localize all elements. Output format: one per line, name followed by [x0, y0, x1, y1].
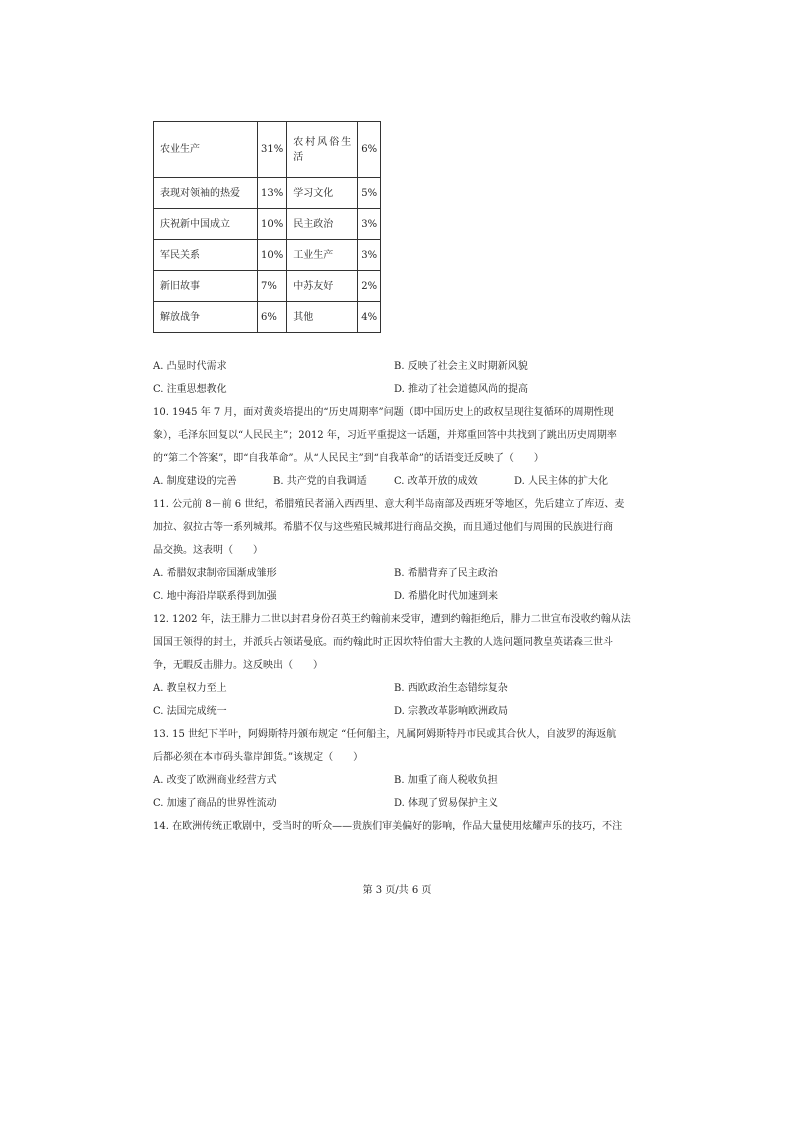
- table-cell: 表现对领袖的热爱: [154, 178, 258, 209]
- q12-text-line: 12. 1202 年，法王腓力二世以封君身份召英王约翰前来受审，遭到约翰拒绝后，腓力二世宣布没收约翰从法: [153, 614, 631, 625]
- q10-option-b: B. 共产党的自我调适: [273, 476, 367, 487]
- table-cell: 农业生产: [154, 122, 258, 178]
- q12-option-b: B. 西欧政治生态错综复杂: [394, 683, 508, 694]
- table-cell: 6%: [258, 302, 287, 333]
- q9-option-c: C. 注重思想教化: [153, 384, 227, 395]
- table-cell: 3%: [358, 240, 381, 271]
- q9-option-d: D. 推动了社会道德风尚的提高: [394, 384, 529, 395]
- table-row: [154, 122, 381, 178]
- table-cell: 军民关系: [154, 240, 258, 271]
- q10-option-a: A. 制度建设的完善: [153, 476, 237, 487]
- table-cell: 4%: [358, 302, 381, 333]
- table-cell: 工业生产: [287, 240, 358, 271]
- q13-option-a: A. 改变了欧洲商业经营方式: [153, 775, 277, 786]
- table-cell: 学习文化: [287, 178, 358, 209]
- q12-option-c: C. 法国完成统一: [153, 706, 227, 717]
- q11-text-line: 品交换。这表明（ ）: [153, 545, 263, 556]
- q11-text-line: 加拉、叙拉古等一系列城邦。希腊不仅与这些殖民城邦进行商品交换，而且通过他们与周围的民族进行商: [153, 522, 613, 533]
- q11-option-c: C. 地中海沿岸联系得到加强: [153, 591, 277, 602]
- table-cell: 31%: [258, 122, 287, 178]
- q10-option-c: C. 改革开放的成效: [394, 476, 478, 487]
- table-row: [154, 271, 381, 302]
- q10-text-line: 10. 1945 年 7 月，面对黄炎培提出的“历史周期率”问题（即中国历史上的政权呈现往复循环的周期性现: [153, 407, 614, 418]
- q9-option-a: A. 凸显时代需求: [153, 361, 227, 372]
- q12-option-a: A. 教皇权力至上: [153, 683, 227, 694]
- q13-option-c: C. 加速了商品的世界性流动: [153, 798, 277, 809]
- table-cell: 农村风俗生活: [287, 122, 358, 178]
- q14-text-line: 14. 在欧洲传统正歌剧中，受当时的听众——贵族们审美偏好的影响，作品大量使用炫耀声乐的技巧，不注: [153, 821, 623, 832]
- table-cell: 10%: [258, 209, 287, 240]
- q11-option-b: B. 希腊背弃了民主政治: [394, 568, 498, 579]
- q10-text-line: 的“第二个答案”，即“自我革命”。从“人民民主”到“自我革命”的话语变迁反映了（ ）: [153, 453, 544, 464]
- table-row: [154, 209, 381, 240]
- q10-option-d: D. 人民主体的扩大化: [514, 476, 609, 487]
- q11-option-a: A. 希腊奴隶制帝国渐成雏形: [153, 568, 277, 579]
- q13-text-line: 13. 15 世纪下半叶，阿姆斯特丹颁布规定 “任何船主，凡属阿姆斯特丹市民或其合伙人，自波罗的海返航: [153, 729, 617, 740]
- q13-text-line: 后都必须在本市码头靠岸卸货。”该规定（ ）: [153, 752, 364, 763]
- q10-text-line: 象），毛泽东回复以“人民民主”；2012 年，习近平重提这一话题，并郑重回答中共找到了跳出历史周期率: [153, 430, 617, 441]
- q11-text-line: 11. 公元前 8－前 6 世纪，希腊殖民者涌入西西里、意大利半岛南部及西班牙等地区，先后建立了库迈、麦: [153, 499, 625, 510]
- table-cell: 3%: [358, 209, 381, 240]
- q9-option-b: B. 反映了社会主义时期新风貌: [394, 361, 528, 372]
- table-cell: 庆祝新中国成立: [154, 209, 258, 240]
- q12-text-line: 争，无暇反击腓力。这反映出（ ）: [153, 660, 323, 671]
- table-cell: 13%: [258, 178, 287, 209]
- page-number: 第 3 页/共 6 页: [362, 885, 432, 896]
- q12-option-d: D. 宗教改革影响欧洲政局: [394, 706, 509, 717]
- table-cell: 10%: [258, 240, 287, 271]
- table-cell: 2%: [358, 271, 381, 302]
- q12-text-line: 国国王领得的封土，并派兵占领诺曼底。而约翰此时正因坎特伯雷大主教的人选问题同教皇英诺森三世斗: [153, 637, 613, 648]
- table-cell: 5%: [358, 178, 381, 209]
- table-row: [154, 240, 381, 271]
- table-cell: 新旧故事: [154, 271, 258, 302]
- q13-option-d: D. 体现了贸易保护主义: [394, 798, 499, 809]
- table-row: [154, 178, 381, 209]
- table-cell: 其他: [287, 302, 358, 333]
- table-cell: 解放战争: [154, 302, 258, 333]
- table-cell: 7%: [258, 271, 287, 302]
- q13-option-b: B. 加重了商人税收负担: [394, 775, 498, 786]
- table-cell: 6%: [358, 122, 381, 178]
- table-cell: 民主政治: [287, 209, 358, 240]
- table-cell: 中苏友好: [287, 271, 358, 302]
- q11-option-d: D. 希腊化时代加速到来: [394, 591, 499, 602]
- table-row: [154, 302, 381, 333]
- statistics-table: [153, 121, 381, 333]
